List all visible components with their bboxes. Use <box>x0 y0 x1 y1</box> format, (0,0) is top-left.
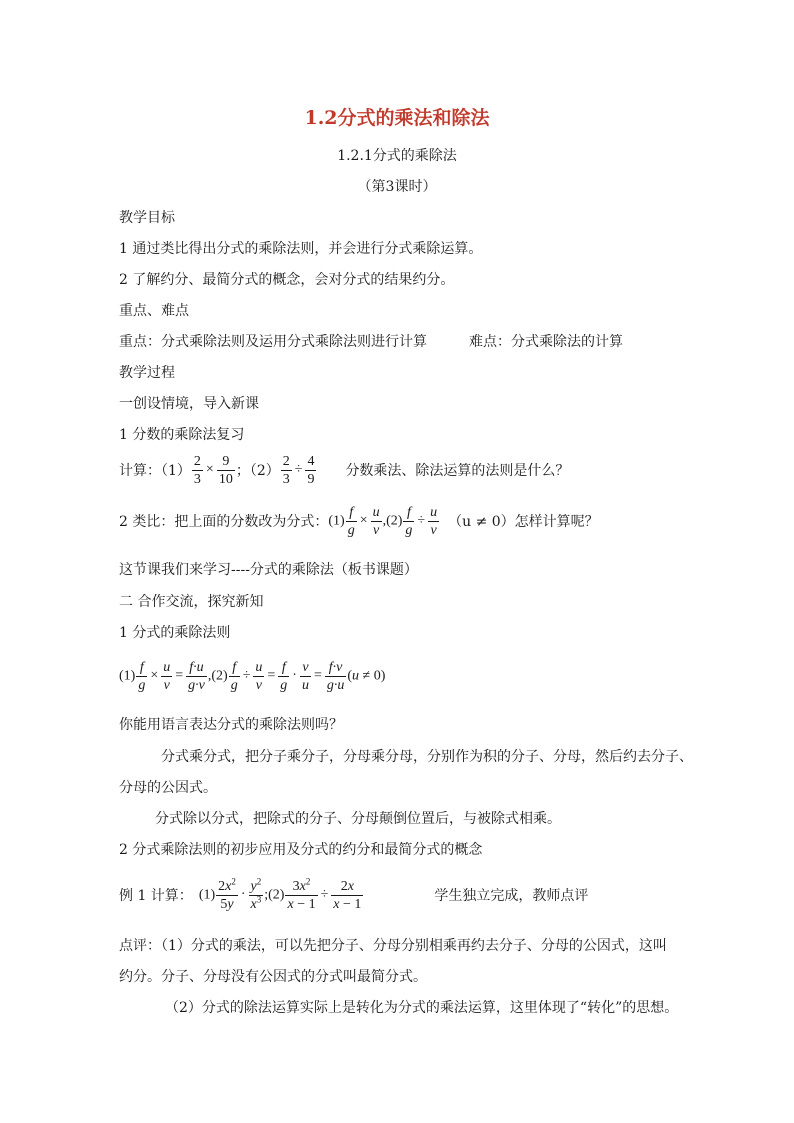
process-heading: 教学过程 <box>119 365 175 381</box>
key-point: 重点：分式乘除法则及运用分式乘除法则进行计算 <box>119 334 427 350</box>
calc-label: 计算：（1） <box>119 463 191 479</box>
example-label: 例 1 计算： <box>119 888 193 904</box>
item-1: 1 分数的乘除法复习 <box>119 427 245 443</box>
lesson-number: （第3课时） <box>357 179 437 195</box>
intro-line: 这节课我们来学习----分式的乘除法（板书课题） <box>119 562 418 578</box>
item-4: 2 分式乘除法则的初步应用及分式的约分和最简分式的概念 <box>119 842 483 858</box>
calc-row <box>119 450 569 490</box>
rule-1-line-a: 分式乘分式，把分子乘分子，分母乘分母，分别作为积的分子、分母，然后约去分子、 <box>161 749 693 765</box>
comment-line-c: （2）分式的除法运算实际上是转化为分式的乘法运算，这里体现了“转化”的思想。 <box>165 1000 679 1016</box>
page-title: 1.2分式的乘法和除法 <box>304 107 490 129</box>
formula-analogy: (1) $\frac{f}{g}$ × $\frac{u}{v}$ ,(2) $\frac{f}{g}$ ÷ $\frac{u}{v}$ <box>328 504 438 538</box>
formula-fraction-product: $\frac{2}{3}$ × $\frac{9}{10}$ <box>193 453 233 487</box>
analogy-condition: （u ≠ 0） <box>448 514 515 530</box>
question-line: 你能用语言表达分式的乘除法则吗？ <box>119 717 343 733</box>
example-row <box>119 873 588 917</box>
goals-heading: 教学目标 <box>119 210 175 226</box>
example-note: 学生独立完成，教师点评 <box>434 888 589 904</box>
formula-fraction-quotient: $\frac{2}{3}$ ÷ $\frac{4}{9}$ <box>282 453 315 487</box>
rule-formula <box>119 656 385 696</box>
comment-line-a: 点评：（1）分式的乘法，可以先把分子、分母分别相乘再约去分子、分母的公因式，这叫 <box>119 938 667 954</box>
formula-rules: (1) $\frac{f}{g}$ × $\frac{u}{v}$ = $\frac{f\cdot u}{g\cdot v}$ ,(2) $\frac{f}{g}$ ÷ $\frac{u}{v}$ = $\frac{f}{g}$ · $\frac{v}{u}$ = $\frac{f\cdot v}{g\cdot u}$ (u ≠ 0) <box>119 659 386 693</box>
subtitle: 1.2.1分式的乘除法 <box>337 148 457 164</box>
difficulty: 难点：分式乘除法的计算 <box>469 334 623 350</box>
key-heading: 重点、难点 <box>119 303 189 319</box>
item-3: 1 分式的乘除法则 <box>119 625 231 641</box>
analogy-row <box>119 501 599 541</box>
analogy-prefix: 2 类比：把上面的分数改为分式： <box>119 514 329 530</box>
calc-question: 分数乘法、除法运算的法则是什么？ <box>345 463 570 479</box>
analogy-suffix: 怎样计算呢？ <box>514 514 599 530</box>
comment-line-b: 约分。分子、分母没有公因式的分式叫最简分式。 <box>119 969 427 985</box>
formula-example: (1) $\frac{2x^2}{5y}$ · $\frac{y^2}{x^3}$ ;(2) $\frac{3x^2}{x - 1}$ ÷ $\frac{2x}{x - 1}$ <box>198 875 362 912</box>
rule-1-line-b: 分母的公因式。 <box>119 780 217 796</box>
section-2-heading: 二 合作交流，探究新知 <box>119 594 264 610</box>
section-1-heading: 一创设情境，导入新课 <box>119 396 259 412</box>
goal-1: 1 通过类比得出分式的乘除法则，并会进行分式乘除运算。 <box>119 241 483 257</box>
goal-2: 2 了解约分、最简分式的概念，会对分式的结果约分。 <box>119 272 455 288</box>
rule-2-line: 分式除以分式，把除式的分子、分母颠倒位置后，与被除式相乘。 <box>155 811 561 827</box>
calc-separator: ；（2） <box>235 463 280 479</box>
